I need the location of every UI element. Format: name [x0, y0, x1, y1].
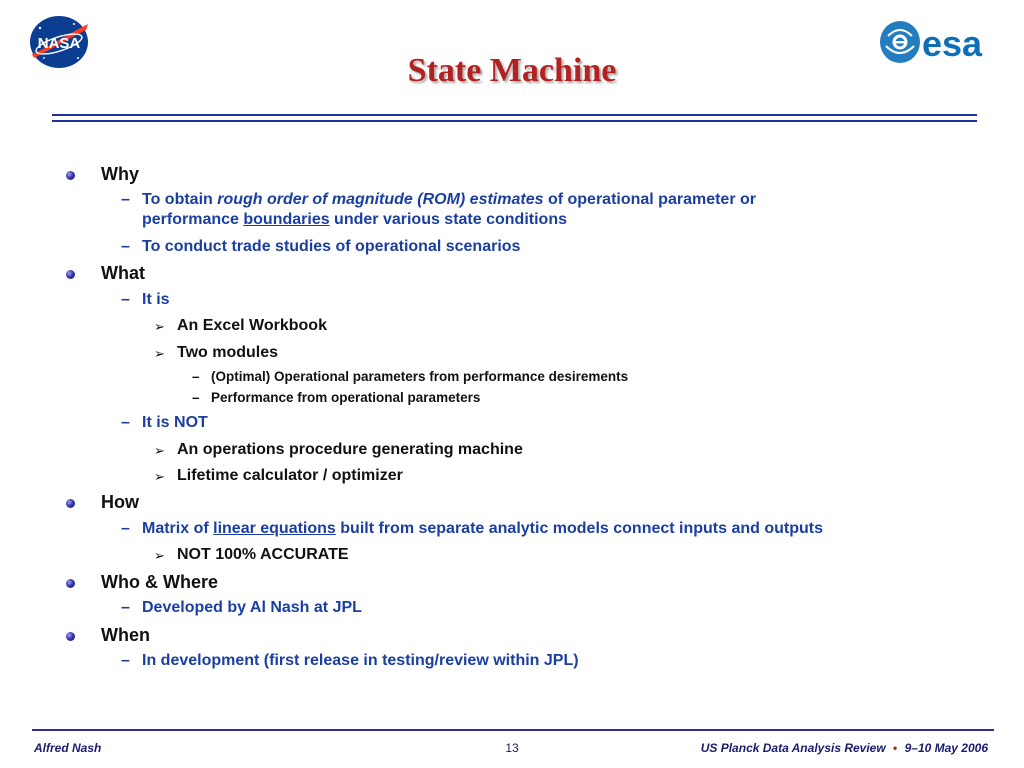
bullet-ball-icon — [66, 171, 75, 180]
why-item-1-underline: boundaries — [243, 211, 330, 228]
why-item-2-text: To conduct trade studies of operational scenarios — [142, 238, 521, 255]
esa-logo-text: esa — [922, 23, 983, 64]
how-item-text — [142, 520, 823, 538]
dash-marker: – — [121, 414, 130, 431]
footer-event-info — [701, 741, 988, 755]
footer-rule — [32, 729, 994, 731]
nasa-logo-text: NASA — [37, 35, 81, 52]
arrow-bullet-icon: ➢ — [154, 443, 165, 458]
dash-marker: – — [121, 191, 130, 208]
what-it-is-text: It is — [142, 291, 170, 308]
why-item-1-mid: of operational parameter or — [543, 191, 756, 208]
dash-marker: – — [121, 520, 130, 537]
footer-event: US Planck Data Analysis Review — [700, 741, 886, 755]
bullet-when-text: When — [101, 625, 150, 645]
what-not-item-1-text: An operations procedure generating machine — [177, 441, 523, 458]
bullet-how-text: How — [101, 492, 139, 512]
header-rule-top — [52, 114, 977, 116]
why-item-1-line2-post: under various state conditions — [329, 211, 567, 228]
footer-page-number: 13 — [505, 741, 519, 755]
footer-dates: 9–10 May 2006 — [904, 741, 988, 755]
header-rule-bottom — [52, 120, 977, 122]
dash-marker: – — [121, 652, 130, 669]
dash-marker: – — [121, 238, 130, 255]
arrow-bullet-icon: ➢ — [154, 346, 165, 361]
how-item-pre: Matrix of — [142, 520, 214, 537]
when-item-text: In development (first release in testing/review within JPL) — [142, 652, 579, 669]
bullet-ball-icon — [66, 270, 75, 279]
how-item-post: built from separate analytic models connect inputs and outputs — [335, 520, 824, 537]
module-item-2-text: Performance from operational parameters — [211, 390, 481, 405]
how-item-underline: linear equations — [213, 520, 336, 537]
dash-marker: – — [192, 369, 200, 384]
what-it-is-not-text: It is NOT — [142, 414, 208, 431]
dash-marker: – — [121, 291, 130, 308]
why-item-1-line2-pre: performance — [142, 211, 244, 228]
bullet-what-text: What — [101, 263, 145, 283]
module-item-1-text: (Optimal) Operational parameters from performance desirements — [211, 369, 629, 384]
what-is-item-1-text: An Excel Workbook — [177, 317, 327, 334]
arrow-bullet-icon: ➢ — [154, 319, 165, 334]
why-item-1-pre: To obtain — [142, 191, 218, 208]
dash-marker: – — [121, 599, 130, 616]
bullet-ball-icon — [66, 579, 75, 588]
arrow-bullet-icon: ➢ — [154, 548, 165, 563]
footer-separator: • — [893, 741, 898, 755]
why-item-1-line-2 — [142, 211, 567, 229]
arrow-bullet-icon: ➢ — [154, 469, 165, 484]
what-is-item-2-text: Two modules — [177, 344, 279, 361]
dash-marker: – — [192, 390, 200, 405]
what-not-item-2-text: Lifetime calculator / optimizer — [177, 467, 403, 484]
slide-title: State Machine — [407, 52, 617, 89]
why-item-1-line-1 — [142, 191, 756, 209]
bullet-who-text: Who & Where — [101, 572, 218, 592]
how-sub-item-text: NOT 100% ACCURATE — [177, 546, 349, 563]
footer-author: Alfred Nash — [34, 741, 102, 755]
bullet-why-text: Why — [101, 164, 139, 184]
why-item-1-italic: rough order of magnitude (ROM) estimates — [217, 191, 544, 208]
bullet-ball-icon — [66, 499, 75, 508]
bullet-ball-icon — [66, 632, 75, 641]
who-item-text: Developed by Al Nash at JPL — [142, 599, 362, 616]
